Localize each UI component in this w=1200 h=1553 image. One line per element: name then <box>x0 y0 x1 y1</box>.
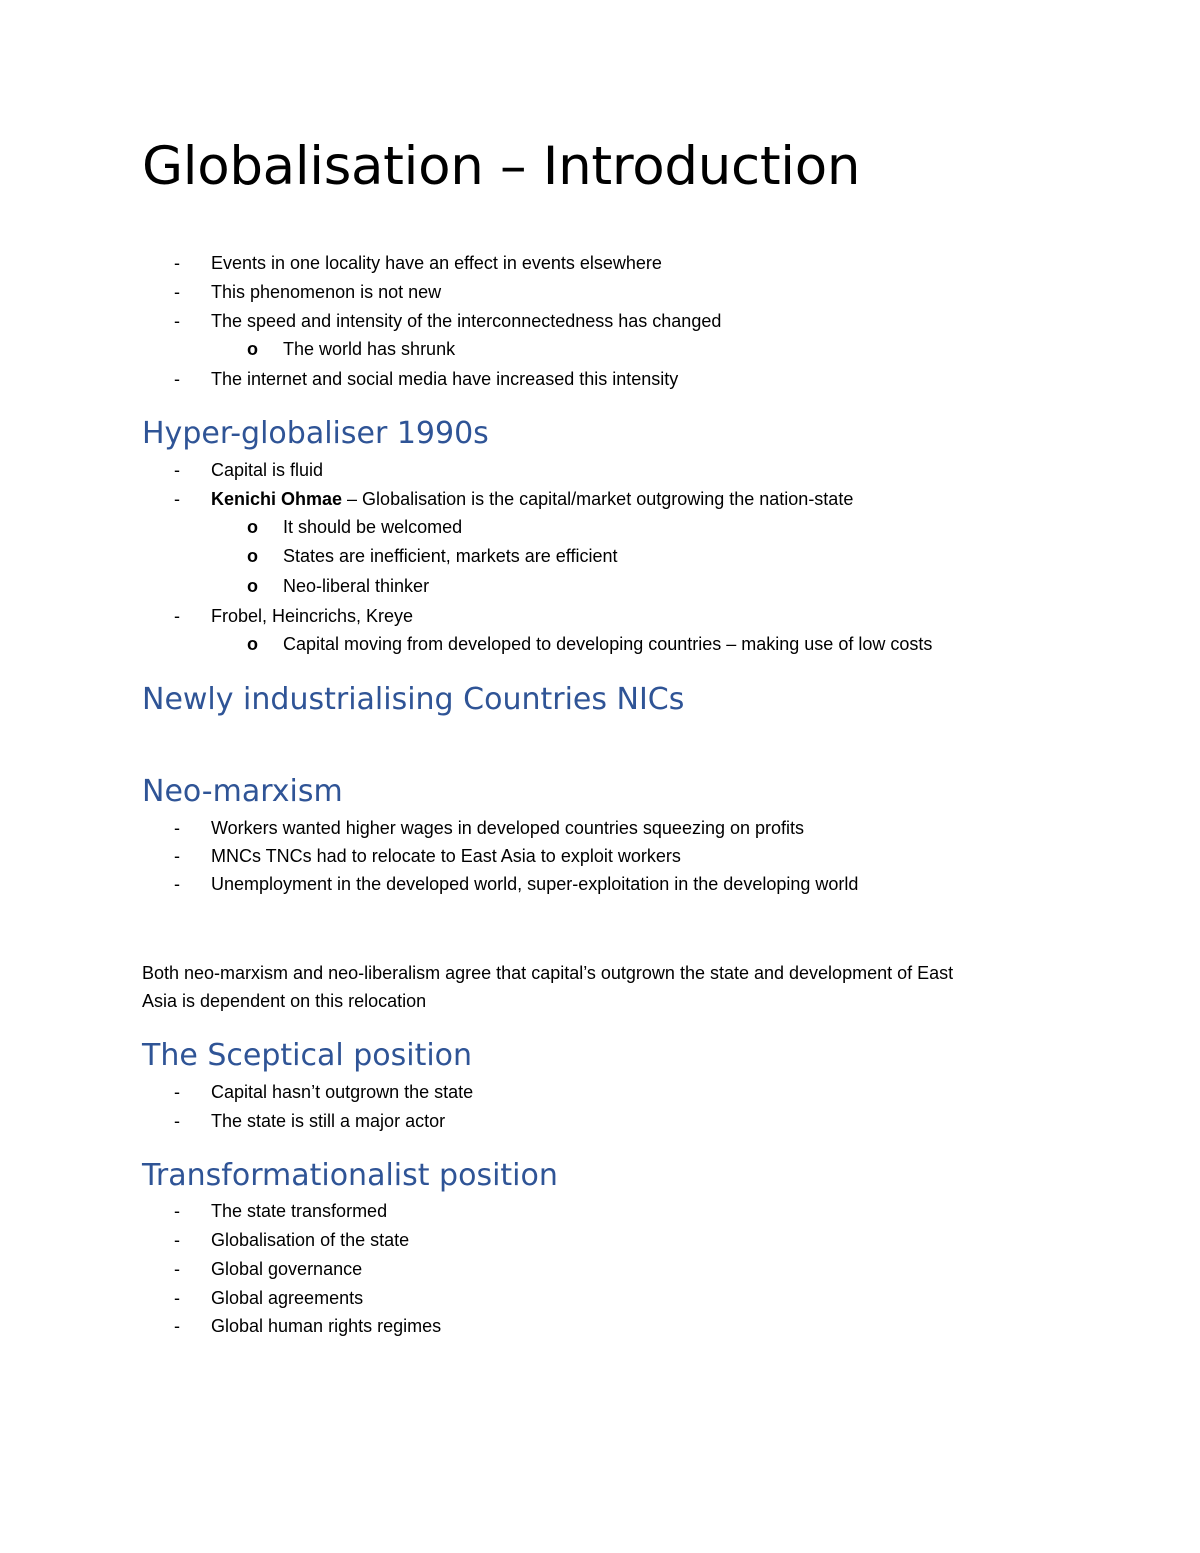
dash-bullet: - <box>174 1230 180 1250</box>
paragraph-line: Both neo-marxism and neo-liberalism agree that capital’s outgrown the state and development of East <box>142 963 954 983</box>
circle-bullet: o <box>247 634 258 654</box>
dash-bullet: - <box>174 1259 180 1279</box>
sub-list-item-text: States are inefficient, markets are efficient <box>283 546 618 566</box>
sub-list-item-text: Capital moving from developed to developing countries – making use of low costs <box>283 634 933 654</box>
list-item-text: Frobel, Heincrichs, Kreye <box>211 606 414 626</box>
dash-bullet: - <box>174 1111 180 1131</box>
dash-bullet: - <box>174 311 180 331</box>
dash-bullet: - <box>174 282 180 302</box>
list-item-text: Capital hasn’t outgrown the state <box>211 1082 474 1102</box>
dash-bullet: - <box>174 1288 180 1308</box>
author-name: Kenichi Ohmae <box>211 489 343 509</box>
circle-bullet: o <box>247 339 258 359</box>
list-item-text: Globalisation of the state <box>211 1230 410 1250</box>
author-description: – Globalisation is the capital/market outgrowing the nation-state <box>342 489 854 509</box>
list-item-text: The state is still a major actor <box>211 1111 446 1131</box>
list-item-text: The state transformed <box>211 1201 388 1221</box>
list-item-text: The internet and social media have increased this intensity <box>211 369 679 389</box>
dash-bullet: - <box>174 606 180 626</box>
dash-bullet: - <box>174 1316 180 1336</box>
section-heading-neo-marxism: Neo-marxism <box>142 774 343 809</box>
dash-bullet: - <box>174 253 180 273</box>
list-item-text: Unemployment in the developed world, super-exploitation in the developing world <box>211 874 859 894</box>
dash-bullet: - <box>174 1082 180 1102</box>
dash-bullet: - <box>174 460 180 480</box>
dash-bullet: - <box>174 818 180 838</box>
section-heading-transformationalist: Transformationalist position <box>142 1158 558 1193</box>
circle-bullet: o <box>247 546 258 566</box>
section-heading-nics: Newly industrialising Countries NICs <box>142 682 685 717</box>
paragraph-line: Asia is dependent on this relocation <box>142 991 427 1011</box>
list-item-text: Capital is fluid <box>211 460 324 480</box>
sub-list-item-text: It should be welcomed <box>283 517 463 537</box>
page-title: Globalisation – Introduction <box>142 136 861 197</box>
list-item-text: Events in one locality have an effect in events elsewhere <box>211 253 662 273</box>
section-heading-sceptical: The Sceptical position <box>142 1038 473 1073</box>
list-item-text: Workers wanted higher wages in developed countries squeezing on profits <box>211 818 805 838</box>
list-item-text: Global agreements <box>211 1288 364 1308</box>
sub-list-item-text: The world has shrunk <box>283 339 456 359</box>
list-item-text: MNCs TNCs had to relocate to East Asia to exploit workers <box>211 846 681 866</box>
list-item-text: This phenomenon is not new <box>211 282 442 302</box>
section-heading-hyper-globaliser: Hyper-globaliser 1990s <box>142 416 489 451</box>
dash-bullet: - <box>174 489 180 509</box>
dash-bullet: - <box>174 874 180 894</box>
circle-bullet: o <box>247 517 258 537</box>
list-item-text <box>211 488 853 510</box>
dash-bullet: - <box>174 1201 180 1221</box>
circle-bullet: o <box>247 576 258 596</box>
sub-list-item-text: Neo-liberal thinker <box>283 576 430 596</box>
list-item-text: Global governance <box>211 1259 363 1279</box>
dash-bullet: - <box>174 846 180 866</box>
dash-bullet: - <box>174 369 180 389</box>
list-item-text: The speed and intensity of the interconnectedness has changed <box>211 311 722 331</box>
list-item-text: Global human rights regimes <box>211 1316 442 1336</box>
